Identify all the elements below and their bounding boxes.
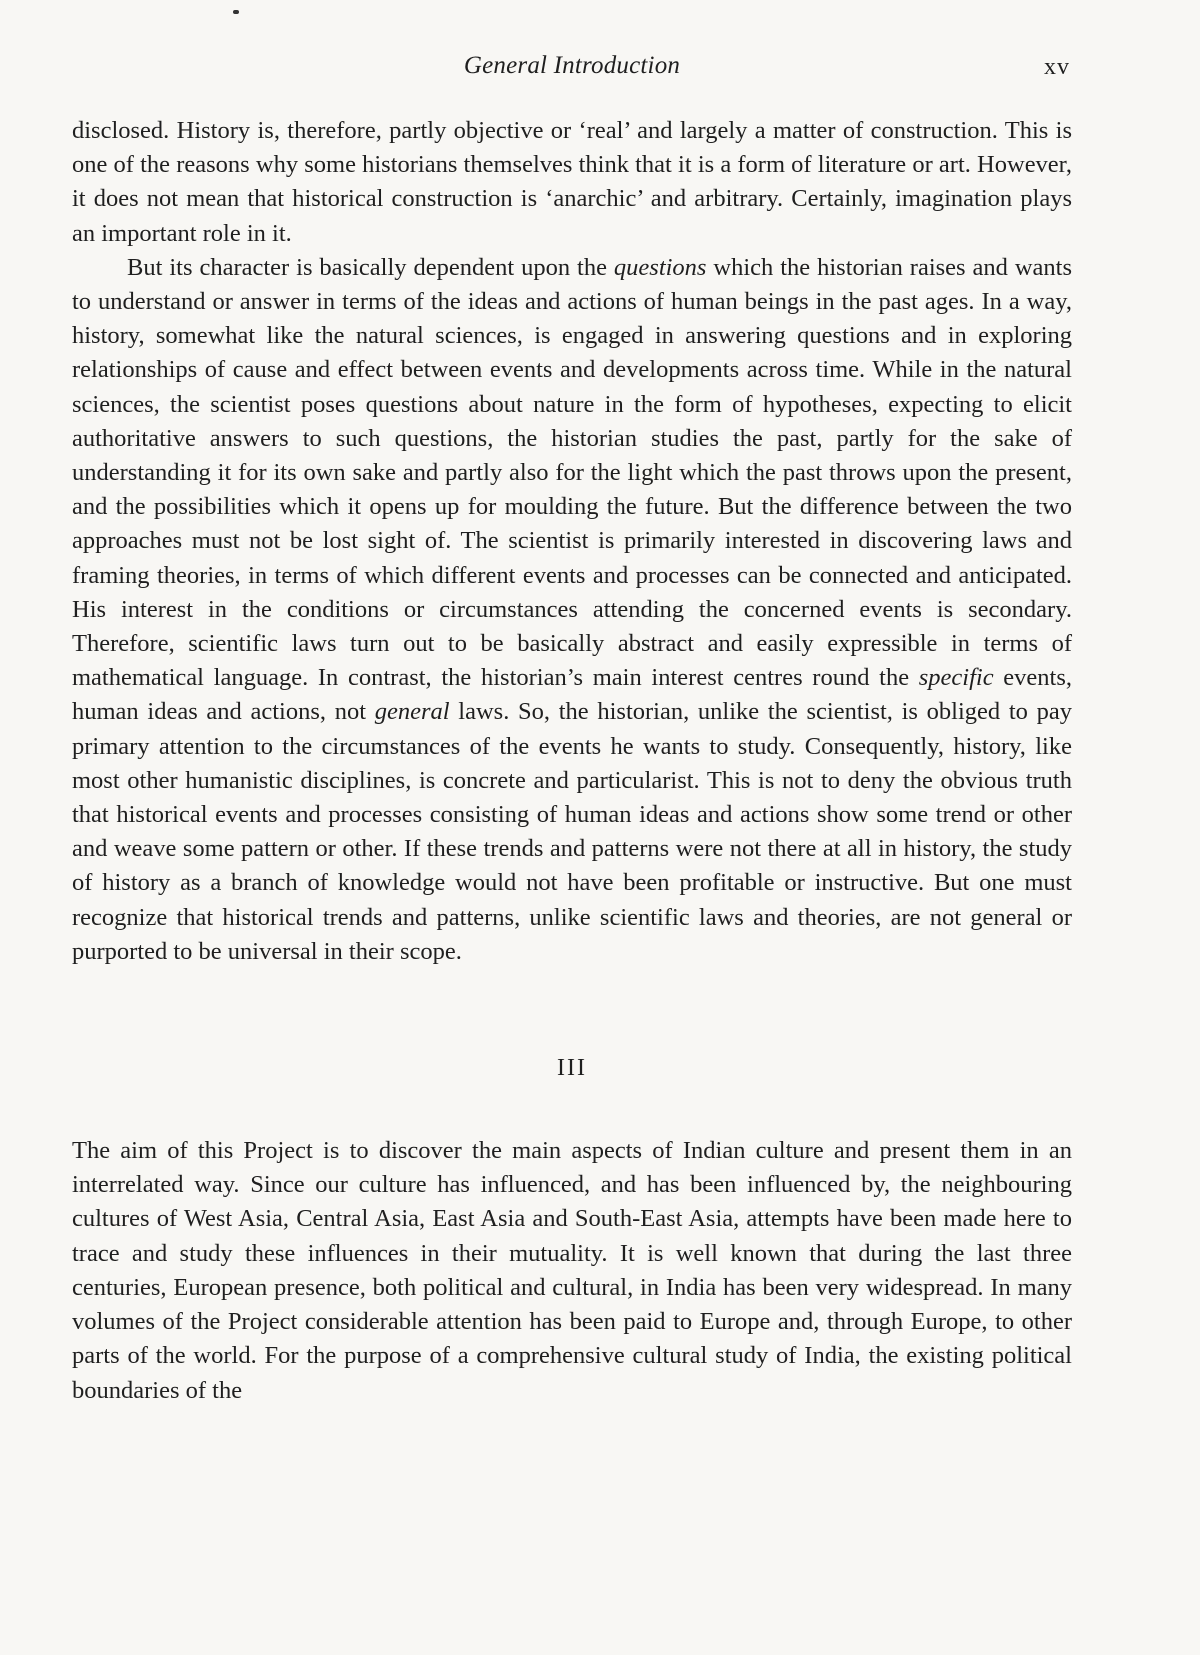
text-run: events, human ideas and actions, not xyxy=(72,664,1072,726)
italic-specific: specific xyxy=(918,664,994,692)
running-title: General Introduction xyxy=(463,52,681,79)
section-heading: III xyxy=(557,1055,587,1082)
running-head xyxy=(72,52,1072,92)
text-run: which the historian raises and wants to understand or answer in terms of the ideas and actions of human beings in the past ages. In a way, history, somewhat like the natural sciences, is engaged in answering questions and in exploring relationships of cause and effect between events and developments across time. While in the natural sciences, the scientist poses questions about nature in the form of hypotheses, expecting to elicit authoritative answers to such questions, the historian studies the past, partly for the sake of understanding it for its own sake and partly also for the light which the past throws upon the present, and the possibilities which it opens up for moulding the future. But the difference between the two approaches must not be lost sight of. The scientist is primarily interested in discovering laws and framing theories, in terms of which different events and processes can be connected and anticipated. His interest in the conditions or circumstances attending the concerned events is secondary. Therefore, scientific laws turn out to be basically abstract and easily expressible in terms of mathematical language. In contrast, the historian’s main interest centres round the xyxy=(72,253,1073,692)
paragraph-history-questions xyxy=(72,251,1072,969)
text-run: But its character is basically dependent upon the xyxy=(127,253,614,281)
scan-speck xyxy=(233,10,239,14)
paragraph-continued: disclosed. History is, therefore, partly objective or ‘real’ and largely a matter of construction. This is one of the reasons why some historians themselves think that it is a form of literature or art. However, it does not mean that historical construction is ‘anarchic’ and arbitrary. Certainly, imagination plays an important role in it. xyxy=(72,117,1072,247)
italic-questions: questions xyxy=(613,253,707,281)
italic-general: general xyxy=(374,698,450,726)
page-number: xv xyxy=(1044,54,1070,80)
paragraph-project-aim: The aim of this Project is to discover the main aspects of Indian culture and present them in an interrelated way. Since our culture has influenced, and has been influenced by, the neighbouring cultures of West Asia, Central Asia, East Asia and South-East Asia, attempts have been made here to trace and study these influences in their mutuality. It is well known that during the last three centuries, European presence, both political and cultural, in India has been very widespread. In many volumes of the Project considerable attention has been paid to Europe and, through Europe, to other parts of the world. For the purpose of a comprehensive cultural study of India, the existing political boundaries of the xyxy=(72,1137,1072,1404)
book-page xyxy=(72,52,1072,1408)
text-run: laws. So, the historian, unlike the scientist, is obliged to pay primary attention to the circumstances of the events he wants to study. Consequently, history, like most other humanistic disciplines, is concrete and particularist. This is not to deny the obvious truth that historical events and processes consisting of human ideas and actions show some trend or other and weave some pattern or other. If these trends and patterns were not there at all in history, the study of history as a branch of knowledge would not have been profitable or instructive. But one must recognize that historical trends and patterns, unlike scientific laws and theories, are not general or purported to be universal in their scope. xyxy=(72,698,1072,965)
